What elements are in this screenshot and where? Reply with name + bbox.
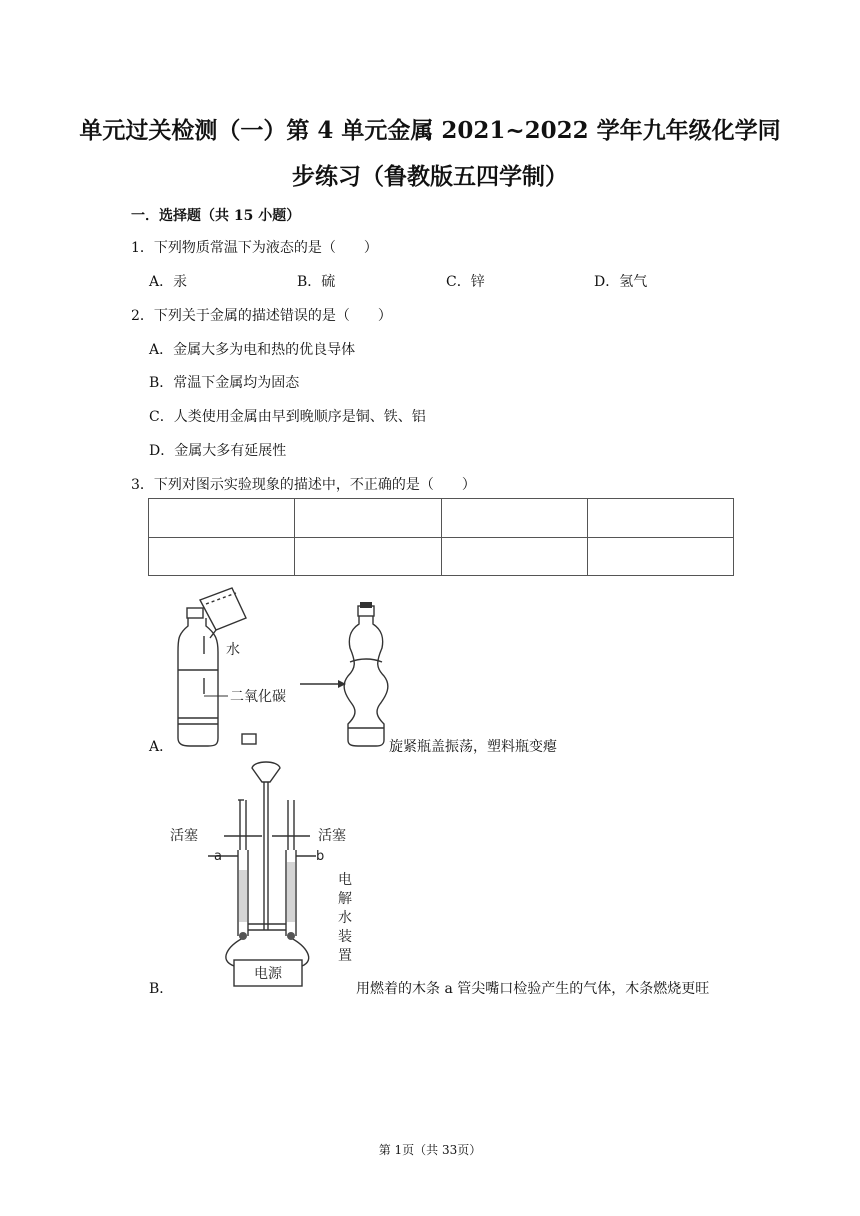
table-cell xyxy=(295,499,441,538)
table-cell xyxy=(587,499,733,538)
table-cell xyxy=(295,537,441,576)
label-tube-b: b xyxy=(316,849,325,864)
label-carbon-dioxide: 二氧化碳 xyxy=(230,689,286,705)
label-vertical-4: 装 xyxy=(338,929,352,945)
table-cell xyxy=(441,499,587,538)
question-1-option-b: B．硫 xyxy=(297,274,336,290)
document-title-line2: 步练习（鲁教版五四学制） xyxy=(292,163,568,190)
page-footer: 第 1页（共 33页） xyxy=(378,1143,482,1157)
label-vertical-5: 置 xyxy=(338,948,352,964)
table-cell xyxy=(441,537,587,576)
document-title-line1: 单元过关检测（一）第 4 单元金属 2021~2022 学年九年级化学同 xyxy=(79,117,781,144)
label-water: 水 xyxy=(226,642,240,658)
question-1-stem: 1．下列物质常温下为液态的是（ ） xyxy=(131,240,378,256)
section-heading: 一．选择题（共 15 小题） xyxy=(131,208,301,224)
question-1-option-c: C．锌 xyxy=(446,274,485,290)
table-row xyxy=(149,499,734,538)
question-3-option-a-text: 旋紧瓶盖振荡，塑料瓶变瘪 xyxy=(389,739,557,755)
label-vertical-1: 电 xyxy=(338,872,352,888)
question-2-option-c: C．人类使用金属由早到晚顺序是铜、铁、铝 xyxy=(149,409,426,425)
label-valve-right: 活塞 xyxy=(318,828,346,844)
label-tube-a: a xyxy=(214,849,222,864)
table-row xyxy=(149,537,734,576)
question-2-option-a: A．金属大多为电和热的优良导体 xyxy=(149,342,356,358)
blank-answer-table xyxy=(148,498,734,576)
question-1-option-a: A．汞 xyxy=(149,274,188,290)
label-vertical-2: 解 xyxy=(338,891,352,907)
question-2-option-d: D．金属大多有延展性 xyxy=(149,443,287,459)
question-3-option-b-text: 用燃着的木条 a 管尖嘴口检验产生的气体，木条燃烧更旺 xyxy=(356,981,710,997)
question-2-stem: 2．下列关于金属的描述错误的是（ ） xyxy=(131,308,392,324)
label-power-supply: 电源 xyxy=(254,966,282,982)
label-valve-left: 活塞 xyxy=(170,828,198,844)
table-cell xyxy=(587,537,733,576)
table-cell xyxy=(149,499,295,538)
question-3-stem: 3．下列对图示实验现象的描述中，不正确的是（ ） xyxy=(131,477,476,493)
electrolysis-apparatus-figure xyxy=(168,760,368,992)
question-1-option-d: D．氢气 xyxy=(594,274,648,290)
label-vertical-3: 水 xyxy=(338,910,352,926)
question-3-option-a-letter: A． xyxy=(149,739,174,755)
question-2-option-b: B．常温下金属均为固态 xyxy=(149,375,300,391)
co2-bottle-figure xyxy=(170,578,400,750)
table-cell xyxy=(149,537,295,576)
question-3-option-b-letter: B． xyxy=(149,981,174,997)
